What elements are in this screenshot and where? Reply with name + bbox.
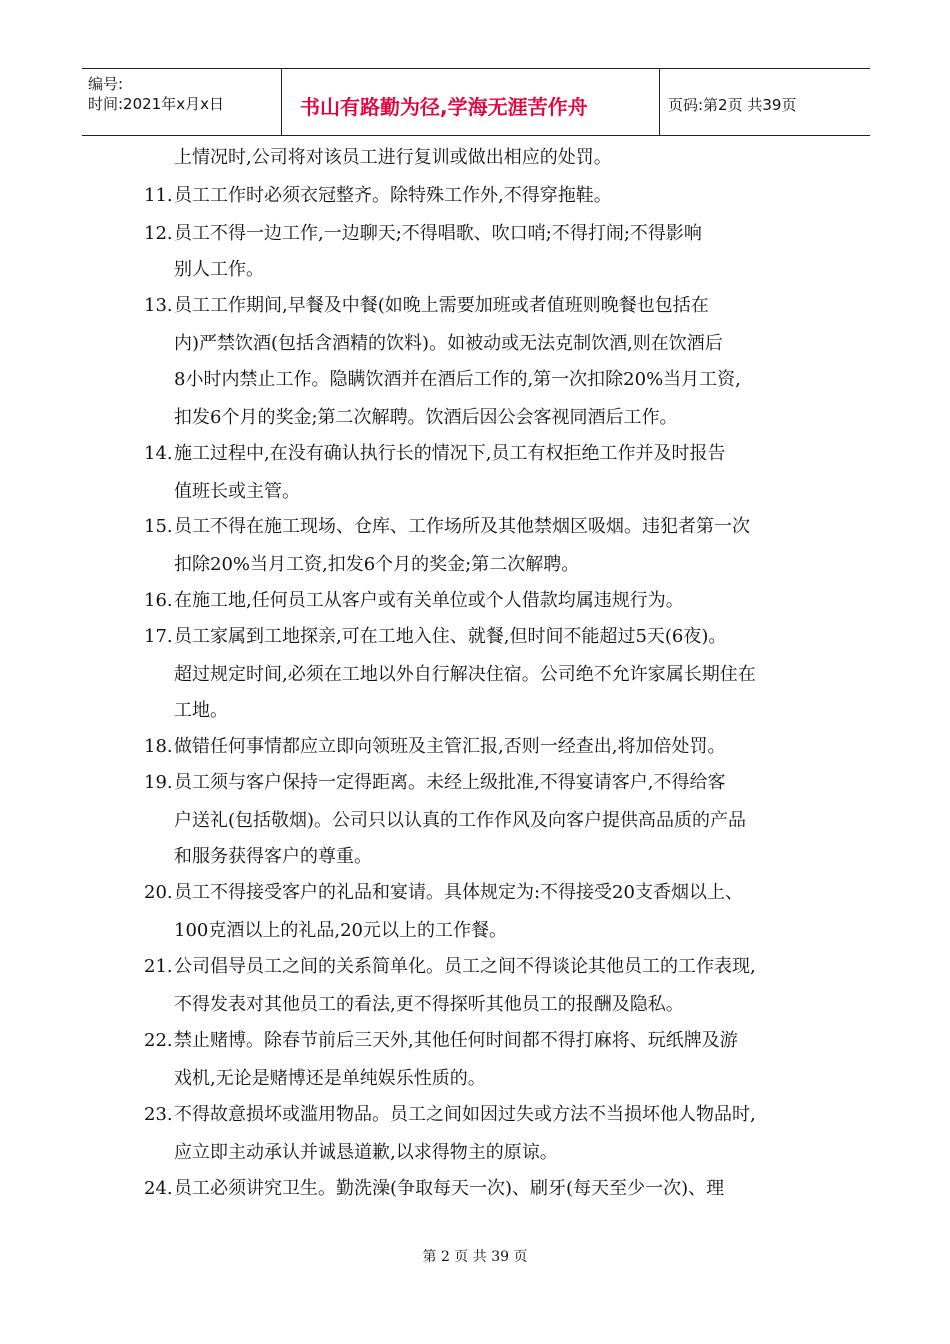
body-text-line: 值班长或主管。	[174, 481, 300, 502]
body-text-line: 公司倡导员工之间的关系简单化。员工之间不得谈论其他员工的工作表现,	[174, 956, 756, 977]
body-text-line: 禁止赌博。除春节前后三天外,其他任何时间都不得打麻将、玩纸牌及游	[174, 1030, 738, 1051]
body-text-line: 施工过程中,在没有确认执行长的情况下,员工有权拒绝工作并及时报告	[174, 443, 726, 464]
body-text-line: 8小时内禁止工作。隐瞒饮酒并在酒后工作的,第一次扣除20%当月工资,	[174, 369, 741, 390]
body-text-line: 不得发表对其他员工的看法,更不得探听其他员工的报酬及隐私。	[174, 994, 684, 1015]
body-text-line: 员工必须讲究卫生。勤洗澡(争取每天一次)、刷牙(每天至少一次)、理	[174, 1178, 725, 1199]
body-text-line: 工地。	[174, 700, 228, 721]
body-text-line: 别人工作。	[174, 259, 264, 280]
item-number: 19.	[144, 772, 173, 793]
item-number: 12.	[144, 223, 173, 244]
body-text-line: 100克酒以上的礼品,20元以上的工作餐。	[174, 920, 507, 941]
body-text-line: 员工工作期间,早餐及中餐(如晚上需要加班或者值班则晚餐也包括在	[174, 295, 709, 316]
body-text-line: 员工须与客户保持一定得距离。未经上级批准,不得宴请客户,不得给客	[174, 772, 726, 793]
item-number: 17.	[144, 626, 173, 647]
body-text-line: 员工家属到工地探亲,可在工地入住、就餐,但时间不能超过5天(6夜)。	[174, 626, 727, 647]
item-number: 14.	[144, 443, 173, 464]
body-text-line: 扣除20%当月工资,扣发6个月的奖金;第二次解聘。	[174, 554, 580, 575]
body-text-line: 做错任何事情都应立即向领班及主管汇报,否则一经查出,将加倍处罚。	[174, 736, 726, 757]
item-number: 20.	[144, 882, 173, 903]
body-text-line: 戏机,无论是赌博还是单纯娱乐性质的。	[174, 1068, 486, 1089]
item-number: 23.	[144, 1104, 173, 1125]
body-text-line: 员工工作时必须衣冠整齐。除特殊工作外,不得穿拖鞋。	[174, 185, 612, 206]
header-motto: 书山有路勤为径,学海无涯苦作舟	[300, 95, 588, 119]
item-number: 16.	[144, 590, 173, 611]
body-text-line: 员工不得在施工现场、仓库、工作场所及其他禁烟区吸烟。违犯者第一次	[174, 516, 750, 537]
item-number: 11.	[144, 185, 173, 206]
item-number: 15.	[144, 516, 173, 537]
item-number: 22.	[144, 1030, 173, 1051]
item-number: 18.	[144, 736, 173, 757]
body-text-line: 和服务获得客户的尊重。	[174, 846, 372, 867]
body-text-line: 上情况时,公司将对该员工进行复训或做出相应的处罚。	[174, 147, 612, 168]
body-text-line: 员工不得接受客户的礼品和宴请。具体规定为:不得接受20支香烟以上、	[174, 882, 743, 903]
body-text-line: 员工不得一边工作,一边聊天;不得唱歌、吹口哨;不得打闹;不得影响	[174, 223, 702, 244]
body-text-line: 在施工地,任何员工从客户或有关单位或个人借款均属违规行为。	[174, 590, 684, 611]
body-text-line: 扣发6个月的奖金;第二次解聘。饮酒后因公会客视同酒后工作。	[174, 407, 678, 428]
body-text-line: 不得故意损坏或滥用物品。员工之间如因过失或方法不当损坏他人物品时,	[174, 1104, 756, 1125]
item-number: 21.	[144, 956, 173, 977]
header-page-info: 页码:第2页 共39页	[668, 96, 797, 114]
body-text-line: 应立即主动承认并诚恳道歉,以求得物主的原谅。	[174, 1142, 558, 1163]
document-time-label: 时间:2021年x月x日	[88, 95, 224, 113]
body-text-line: 超过规定时间,必须在工地以外自行解决住宿。公司绝不允许家属长期住在	[174, 664, 756, 685]
item-number: 13.	[144, 295, 173, 316]
body-text-line: 户送礼(包括敬烟)。公司只以认真的工作作风及向客户提供高品质的产品	[174, 810, 747, 831]
document-code-label: 编号:	[88, 75, 124, 93]
item-number: 24.	[144, 1178, 173, 1199]
body-text-line: 内)严禁饮酒(包括含酒精的饮料)。如被动或无法克制饮酒,则在饮酒后	[174, 333, 723, 354]
page-footer: 第 2 页 共 39 页	[422, 1249, 528, 1265]
